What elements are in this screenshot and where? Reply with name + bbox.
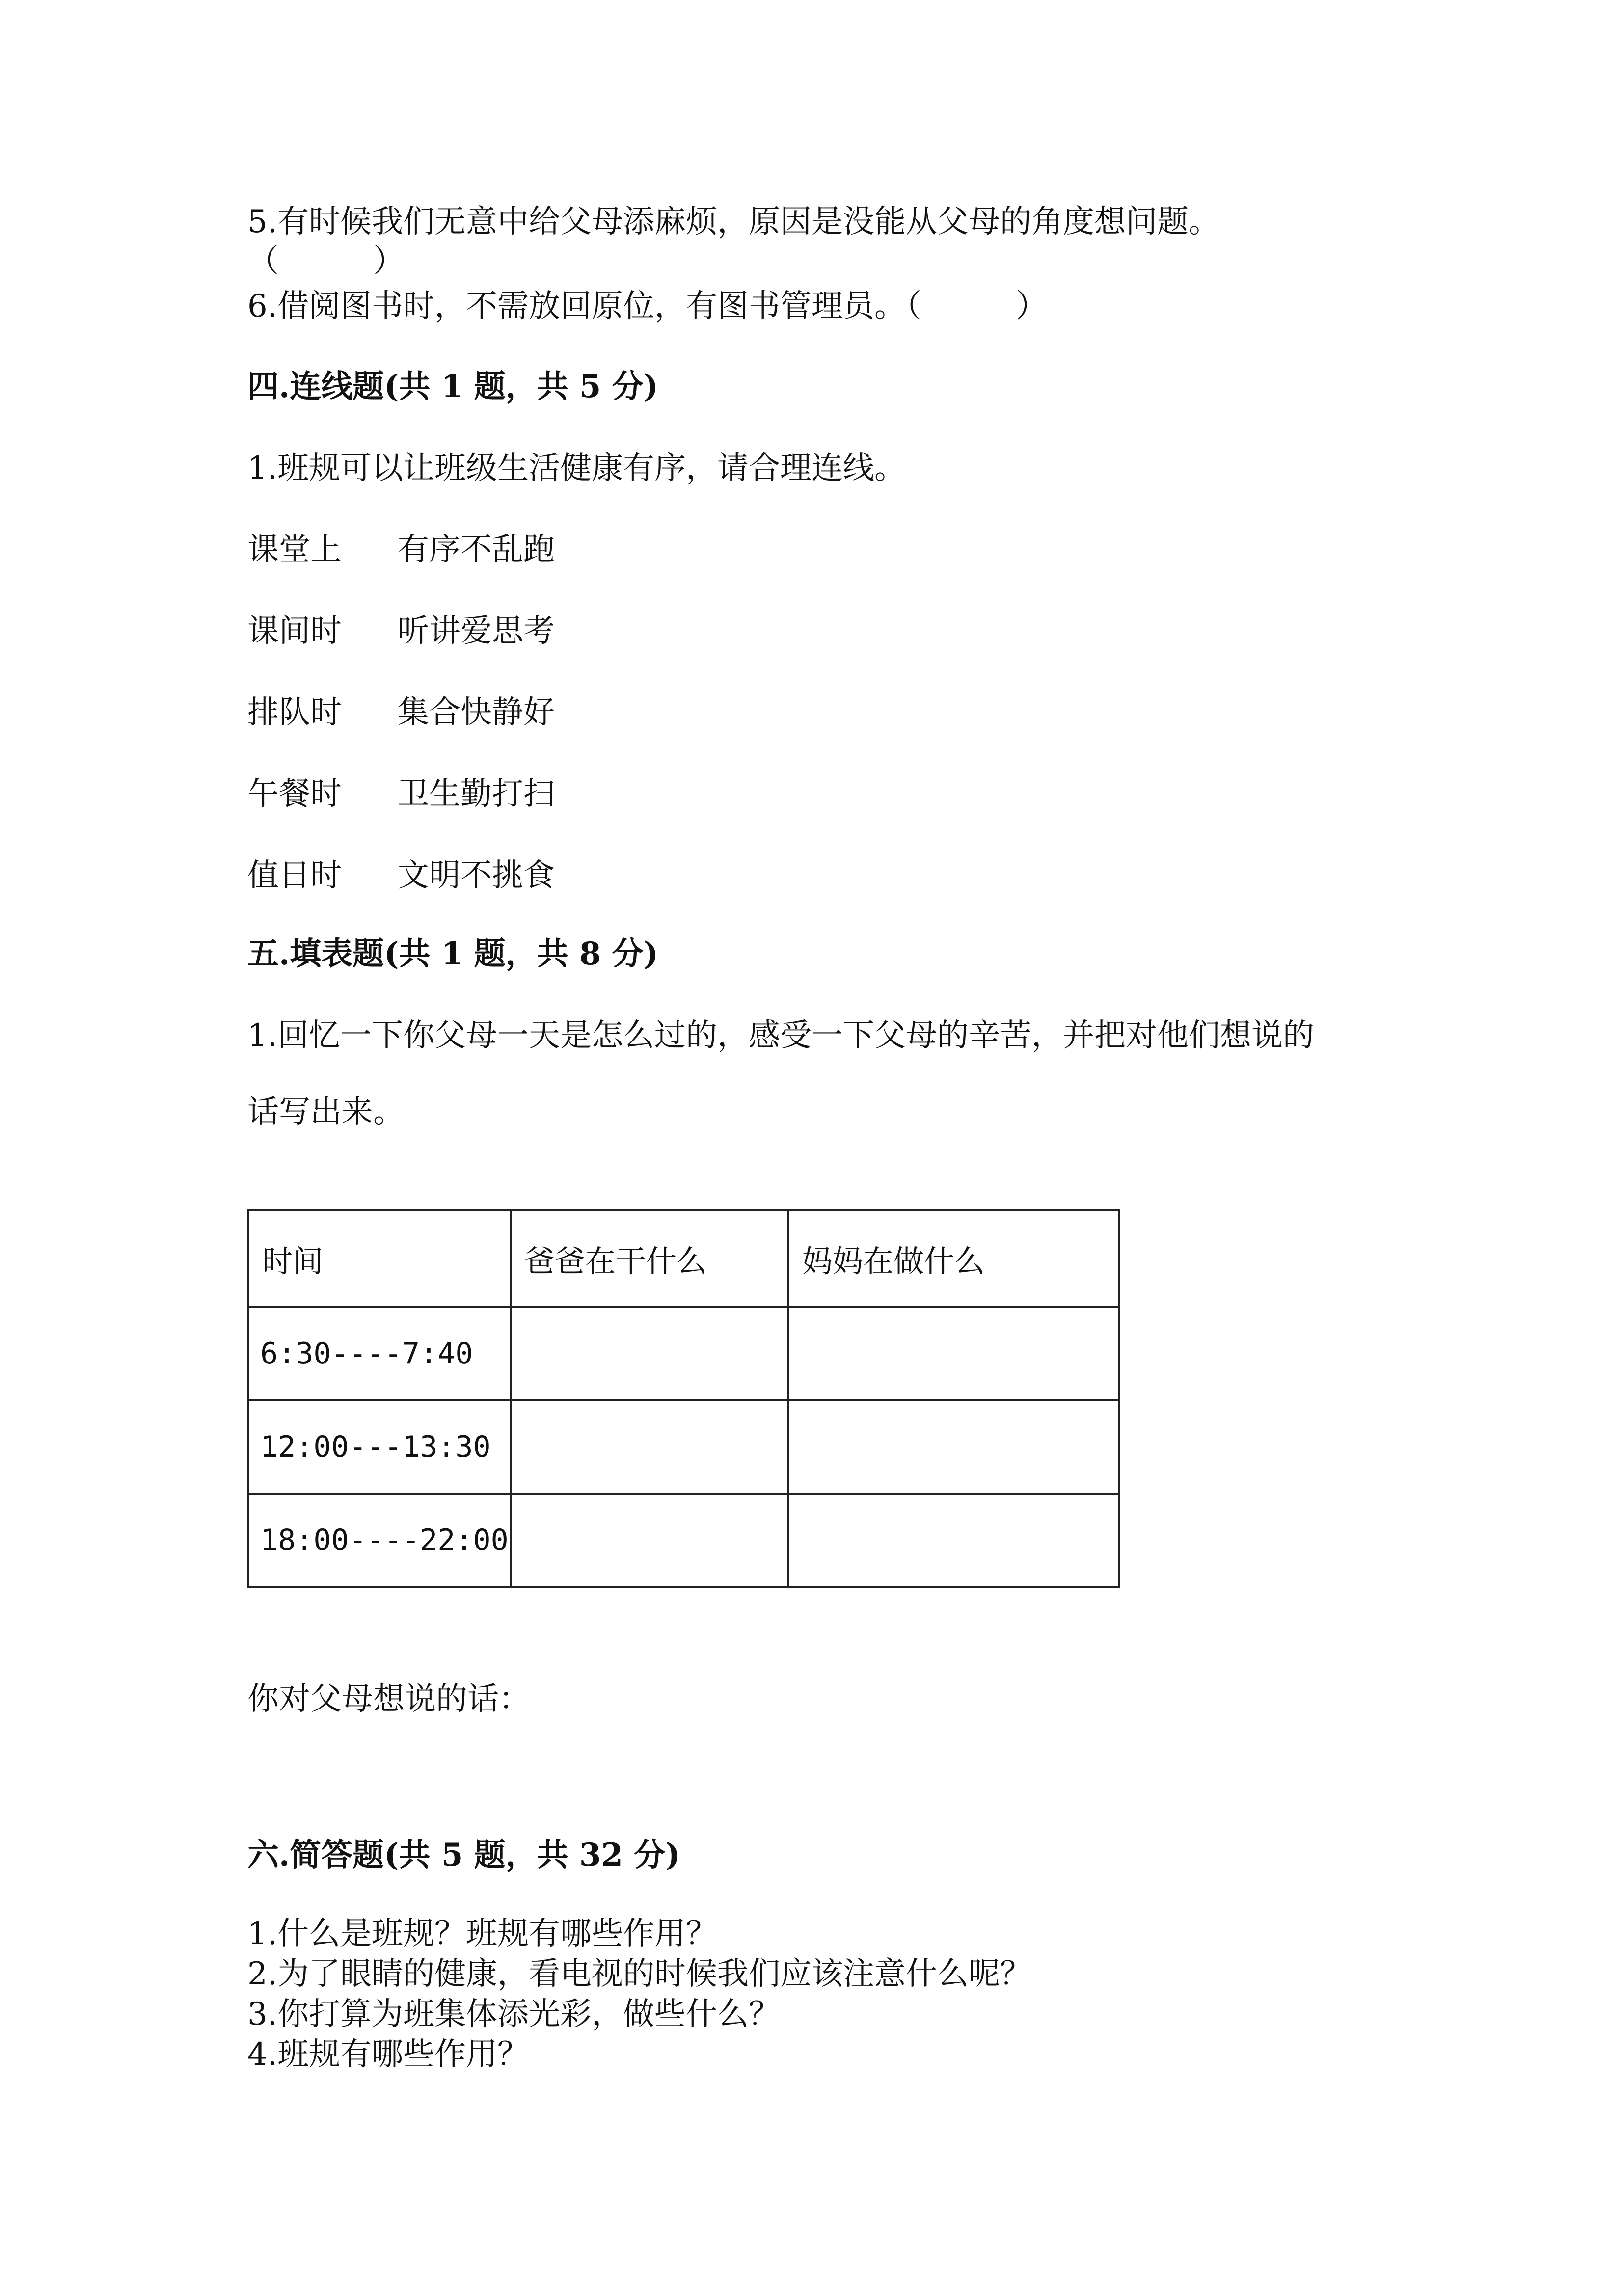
parents-day-table bbox=[247, 1209, 1120, 1588]
table-row bbox=[248, 1307, 1119, 1400]
table-dad-cell[interactable] bbox=[511, 1494, 788, 1587]
matching-left-item: 课间时 bbox=[247, 613, 342, 649]
words-to-parents-label: 你对父母想说的话： bbox=[247, 1681, 530, 1717]
section-6-heading: 六.简答题(共 5 题，共 32 分) bbox=[247, 1837, 680, 1873]
table-dad-cell[interactable] bbox=[511, 1400, 788, 1494]
table-mom-cell[interactable] bbox=[788, 1494, 1119, 1587]
matching-right-item: 有序不乱跑 bbox=[398, 532, 555, 568]
matching-right-item: 集合快静好 bbox=[398, 694, 555, 731]
table-header-cell: 爸爸在干什么 bbox=[511, 1210, 788, 1307]
table-row bbox=[248, 1494, 1119, 1587]
short-answer-question: 3.你打算为班集体添光彩，做些什么？ bbox=[247, 1996, 781, 2032]
table-header-row bbox=[248, 1210, 1119, 1307]
matching-right-item: 卫生勤打扫 bbox=[398, 776, 555, 812]
short-answer-question: 2.为了眼睛的健康，看电视的时候我们应该注意什么呢？ bbox=[247, 1956, 1032, 1992]
matching-right-item: 文明不挑食 bbox=[398, 857, 555, 894]
table-question-1-line-2: 话写出来。 bbox=[247, 1094, 405, 1130]
table-mom-cell[interactable] bbox=[788, 1307, 1119, 1400]
matching-left-item: 午餐时 bbox=[247, 776, 342, 812]
matching-question-1: 1.班规可以让班级生活健康有序，请合理连线。 bbox=[247, 450, 906, 486]
table-row bbox=[248, 1400, 1119, 1494]
table-time-cell: 18:00----22:00 bbox=[248, 1494, 511, 1587]
matching-left-item: 课堂上 bbox=[247, 532, 342, 568]
short-answer-question: 4.班规有哪些作用？ bbox=[247, 2036, 529, 2073]
table-dad-cell[interactable] bbox=[511, 1307, 788, 1400]
table-time-cell: 12:00---13:30 bbox=[248, 1400, 511, 1494]
section-5-heading: 五.填表题(共 1 题，共 8 分) bbox=[247, 935, 659, 972]
judge-question-5: 5.有时候我们无意中给父母添麻烦，原因是没能从父母的角度想问题。 bbox=[247, 204, 1220, 240]
judge-question-5-answer-paren: （ ） bbox=[247, 243, 405, 279]
table-header-cell: 妈妈在做什么 bbox=[788, 1210, 1119, 1307]
table-time-cell: 6:30----7:40 bbox=[248, 1307, 511, 1400]
short-answer-question: 1.什么是班规？班规有哪些作用？ bbox=[247, 1916, 718, 1952]
table-question-1-line-1: 1.回忆一下你父母一天是怎么过的，感受一下父母的辛苦，并把对他们想说的 bbox=[247, 1017, 1315, 1054]
matching-left-item: 排队时 bbox=[247, 694, 342, 731]
section-4-heading: 四.连线题(共 1 题，共 5 分) bbox=[247, 368, 659, 405]
matching-left-item: 值日时 bbox=[247, 857, 342, 894]
table-mom-cell[interactable] bbox=[788, 1400, 1119, 1494]
table-header-cell: 时间 bbox=[248, 1210, 511, 1307]
judge-question-6: 6.借阅图书时，不需放回原位，有图书管理员。（ ） bbox=[247, 288, 1048, 324]
matching-right-item: 听讲爱思考 bbox=[398, 613, 555, 649]
